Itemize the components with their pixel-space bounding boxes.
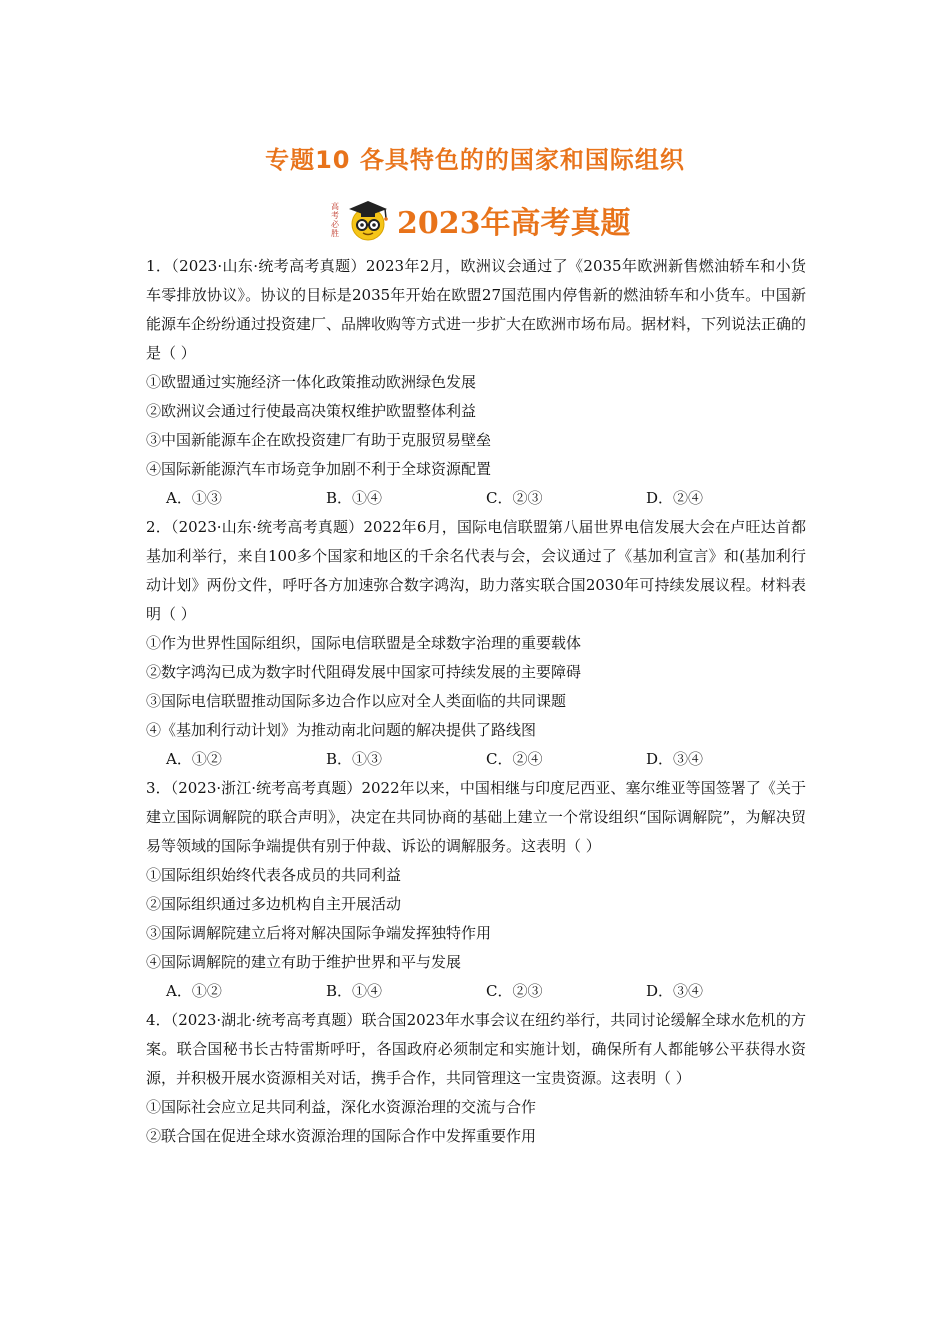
answer-choices — [146, 745, 806, 774]
question — [146, 513, 806, 774]
question-option: ②数字鸿沟已成为数字时代阻碍发展中国家可持续发展的主要障碍 — [146, 663, 582, 681]
question-stem: 1．（2023·山东·统考高考真题）2023年2月，欧洲议会通过了《2035年欧洲新售燃油轿车和小货车零排放协议》。协议的目标是2035年开始在欧盟27国范围内停售新的燃油轿车和小货车。中国新能源车企纷纷通过投资建厂、品牌收购等方式进一步扩大在欧洲市场布局。据材料，下列说法正确的是（ ） — [146, 257, 807, 362]
answer-choices — [146, 484, 806, 513]
badge-text: 高考必胜 — [331, 202, 339, 238]
question-option: ④《基加利行动计划》为推动南北问题的解决提供了路线图 — [146, 721, 537, 739]
section-heading: 2023年高考真题 — [397, 206, 631, 241]
answer-choice: D．②④ — [646, 489, 704, 507]
question-option: ③中国新能源车企在欧投资建厂有助于克服贸易壁垒 — [146, 431, 492, 449]
answer-choice: C．②③ — [486, 982, 543, 1000]
question-option: ③国际调解院建立后将对解决国际争端发挥独特作用 — [146, 924, 492, 942]
question-stem: 3．（2023·浙江·统考高考真题）2022年以来，中国相继与印度尼西亚、塞尔维亚等国签署了《关于建立国际调解院的联合声明》，决定在共同协商的基础上建立一个常设组织“国际调解院”，为解决贸易等领域的国际争端提供有别于仲裁、诉讼的调解服务。这表明（ ） — [146, 779, 806, 855]
graduation-cap-mascot-icon — [345, 198, 391, 242]
question-list — [146, 252, 806, 1151]
answer-choice: A．①③ — [166, 489, 222, 507]
question — [146, 252, 806, 513]
question-option: ②联合国在促进全球水资源治理的国际合作中发挥重要作用 — [146, 1127, 537, 1145]
section-banner — [331, 198, 631, 242]
question-option: ②国际组织通过多边机构自主开展活动 — [146, 895, 402, 913]
answer-choice: D．③④ — [646, 982, 704, 1000]
question-option: ①国际组织始终代表各成员的共同利益 — [146, 866, 402, 884]
answer-choice: C．②④ — [486, 750, 543, 768]
answer-choice: C．②③ — [486, 489, 543, 507]
question-option: ①作为世界性国际组织，国际电信联盟是全球数字治理的重要载体 — [146, 634, 582, 652]
answer-choice: B．①④ — [326, 982, 383, 1000]
question-option: ②欧洲议会通过行使最高决策权维护欧盟整体利益 — [146, 402, 477, 420]
question-option: ③国际电信联盟推动国际多边合作以应对全人类面临的共同课题 — [146, 692, 567, 710]
question-stem: 4．（2023·湖北·统考高考真题）联合国2023年水事会议在纽约举行，共同讨论缓解全球水危机的方案。联合国秘书长古特雷斯呼吁，各国政府必须制定和实施计划，确保所有人都能够公平获得水资源，并积极开展水资源相关对话，携手合作，共同管理这一宝贵资源。这表明（ ） — [146, 1011, 806, 1087]
question-stem: 2．（2023·山东·统考高考真题）2022年6月，国际电信联盟第八届世界电信发展大会在卢旺达首都基加利举行，来自100多个国家和地区的千余名代表与会，会议通过了《基加利宣言》和(基加利行动计划》两份文件，呼吁各方加速弥合数字鸿沟，助力落实联合国2030年可持续发展议程。材料表明（ ） — [146, 518, 806, 623]
question-option: ④国际调解院的建立有助于维护世界和平与发展 — [146, 953, 462, 971]
question — [146, 1006, 806, 1151]
answer-choice: A．①② — [166, 982, 222, 1000]
answer-choices — [146, 977, 806, 1006]
answer-choice: B．①③ — [326, 750, 383, 768]
answer-choice: D．③④ — [646, 750, 704, 768]
question-option: ④国际新能源汽车市场竞争加剧不利于全球资源配置 — [146, 460, 492, 478]
question-option: ①国际社会应立足共同利益，深化水资源治理的交流与合作 — [146, 1098, 537, 1116]
answer-choice: A．①② — [166, 750, 222, 768]
question — [146, 774, 806, 1006]
answer-choice: B．①④ — [326, 489, 383, 507]
question-option: ①欧盟通过实施经济一体化政策推动欧洲绿色发展 — [146, 373, 477, 391]
document-title: 专题10 各具特色的的国家和国际组织 — [265, 146, 685, 174]
